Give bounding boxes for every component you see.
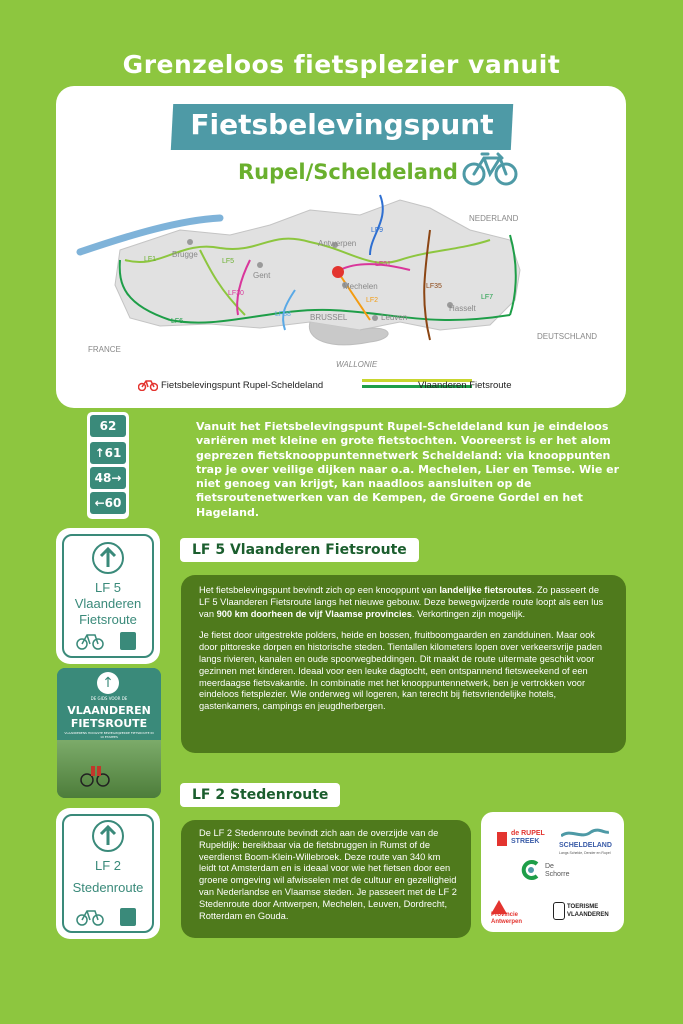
label-brussel: BRUSSEL — [310, 313, 348, 322]
label-wallonie: WALLONIE — [336, 360, 378, 369]
knooppunt-sign — [87, 412, 129, 519]
knooppunt-48: 48→ — [90, 467, 126, 489]
arrow-left-icon: ← — [94, 496, 105, 510]
book-title-2: FIETSROUTE — [70, 717, 148, 730]
lf-logo-box — [120, 908, 136, 926]
route-guide-book — [57, 668, 161, 798]
intro-text: Vanuit het Fietsbelevingspunt Rupel-Scheldeland kun je eindeloos variëren met kleine en grote fietstochten. Vooreerst is er het alom geprezen fietsknooppuntennetwerk Scheldeland: via knooppunten trap je over veilige dijken naar o.a. Mechelen, Lier en Temse. Wie er niet genoeg van krijgt, kan naadloos aansluiten op de fietsroutenetwerken van de Kempen, de Groene Gordel en het Hageland. — [196, 420, 620, 519]
route-lf38: LF38 — [275, 311, 291, 318]
lf5-sign — [56, 528, 160, 664]
lf5-sign-line2: Vlaanderen — [74, 596, 142, 611]
lf5-sign-line1: LF 5 — [94, 580, 121, 595]
scheldeland-tagline: Langs Schelde, Dender en Rupel — [559, 851, 611, 855]
knooppunt-61: ↑61 — [90, 442, 126, 464]
toerisme-logo-line1: TOERISME — [567, 904, 599, 910]
route-lf6: LF6 — [171, 318, 184, 325]
subtitle: Rupel/Scheldeland — [238, 160, 458, 184]
schorre-logo-line2: Schorre — [545, 871, 570, 878]
arrow-up-icon — [92, 820, 124, 852]
lf5-paragraph-2: Je fietst door uitgestrekte polders, heide en bossen, fruitboomgaarden en zandduinen. Maar ook door pittoreske dorpen en historische steden. Tientallen kilometers lopen over verkeersvrije paden langs rivieren, kanalen en oude spoorwegbeddingen. Dit maakt de route uitermate geschikt voor gezinnen met kinderen. Ideaal voor een leuke dagtocht, een ontspannend fietsweekend of een meerdaagse fietsvakantie. In combinatie met het knooppuntennetwerk, ben je vertrokken voor eindeloos fietsplezier. Wie onderweg wil logeren, kan terecht bij fietsvriendelijke hotels, gastenkamers, campings en jeugdherbergen. — [199, 630, 603, 712]
knooppunt-60: ←60 — [90, 492, 126, 514]
lf-logo-box — [120, 632, 136, 650]
route-lf1: LF1 — [144, 256, 157, 263]
page-title: Grenzeloos fietsplezier vanuit — [122, 50, 561, 79]
route-lf51: LF51 — [375, 261, 391, 268]
route-lf9: LF9 — [371, 227, 384, 234]
label-leuven: Leuven — [381, 313, 408, 322]
sign-bicycle-icon — [76, 632, 104, 650]
sign-bicycle-icon — [76, 908, 104, 926]
lf2-sign-line2: Stedenroute — [72, 880, 144, 895]
schorre-logo-icon — [521, 860, 541, 880]
label-france: FRANCE — [88, 345, 121, 354]
arrow-up-icon — [92, 542, 124, 574]
book-arrow-icon: ↑ — [97, 672, 119, 694]
route-lf5: LF5 — [222, 258, 235, 265]
lf5-paragraph-1: Het fietsbelevingspunt bevindt zich op een knooppunt van landelijke fietsroutes. Zo passeert de LF 5 Vlaanderen Fietsroute langs het nieuwe gebouw. Deze bewegwijzerde route loopt als een lus van 900 km doorheen de vijf Vlaamse provincies. Verkortingen zijn mogelijk. — [199, 585, 604, 619]
bicycle-icon — [462, 150, 518, 186]
route-lf7: LF7 — [481, 294, 494, 301]
book-title-1: VLAANDEREN — [67, 704, 151, 717]
label-deutschland: DEUTSCHLAND — [537, 332, 598, 341]
label-hasselt: Hasselt — [449, 304, 476, 313]
route-lf30: LF30 — [228, 290, 244, 297]
arrow-right-icon: → — [111, 471, 122, 485]
label-brugge: Brugge — [172, 250, 198, 259]
lf2-sign — [56, 808, 160, 939]
lf2-panel-text: De LF 2 Stedenroute bevindt zich aan de overzijde van de Rupeldijk: bereikbaar via de fietsbruggen in Rumst of de veerdienst Boom-Klein-Willebroek. Deze route van 340 km leidt tot Amsterdam en is ideaal voor wie het fietsen door een groene omgeving wil afwisselen met de cultuur en gezelligheid van Nederlandse en Vlaamse steden. Je passeert met de LF 2 Stedenroute door Antwerpen, Mechelen, Leuven, Dordrecht, Rotterdam en Gouda. — [199, 828, 457, 921]
label-gent: Gent — [253, 271, 271, 280]
schorre-logo-line1: De — [545, 863, 554, 870]
toerisme-logo-icon — [553, 902, 565, 920]
knooppunt-62: 62 — [90, 415, 126, 437]
banner-title: Fietsbelevingspunt — [190, 108, 494, 141]
toerisme-logo-line2: VLAANDEREN — [567, 912, 609, 918]
lf5-heading: LF 5 Vlaanderen Fietsroute — [180, 538, 419, 562]
lf2-sign-line1: LF 2 — [94, 858, 121, 873]
arrow-up-icon: ↑ — [94, 446, 105, 460]
scheldeland-logo: SCHELDELAND — [559, 842, 612, 849]
rupelstreek-logo-line1: de RUPEL — [511, 830, 545, 837]
flanders-map — [70, 190, 620, 370]
book-small-text: DE GIDS VOOR DE — [90, 696, 128, 701]
legend-bicycle-icon — [138, 379, 158, 391]
lf5-panel — [181, 575, 626, 753]
rupelstreek-logo-mark — [497, 832, 507, 846]
route-lf35: LF35 — [426, 283, 442, 290]
cyclists-icon — [79, 762, 119, 788]
lf2-panel — [181, 820, 471, 938]
provincie-logo-line1: Provincie — [491, 912, 519, 918]
provincie-logo-line2: Antwerpen — [491, 919, 523, 925]
label-nederland: NEDERLAND — [469, 214, 519, 223]
scheldeland-wave-icon — [561, 828, 609, 840]
book-tagline: VLAANDERENS HOOGSTE BEWEGWIJZERDE FIETSROUTE IN 10 ETAPPES — [64, 731, 154, 739]
rupelstreek-logo-line2: STREEK — [511, 838, 540, 845]
lf2-heading: LF 2 Stedenroute — [180, 783, 340, 807]
partner-logos — [481, 812, 624, 932]
route-lf2: LF2 — [366, 297, 379, 304]
label-mechelen: Mechelen — [343, 282, 378, 291]
legend-route-label: Vlaanderen Fietsroute — [418, 380, 512, 391]
lf5-sign-line3: Fietsroute — [79, 612, 137, 627]
lf5-panel-text — [199, 585, 610, 723]
label-antwerpen: Antwerpen — [318, 239, 357, 248]
legend-point-label: Fietsbelevingspunt Rupel-Scheldeland — [161, 380, 324, 391]
